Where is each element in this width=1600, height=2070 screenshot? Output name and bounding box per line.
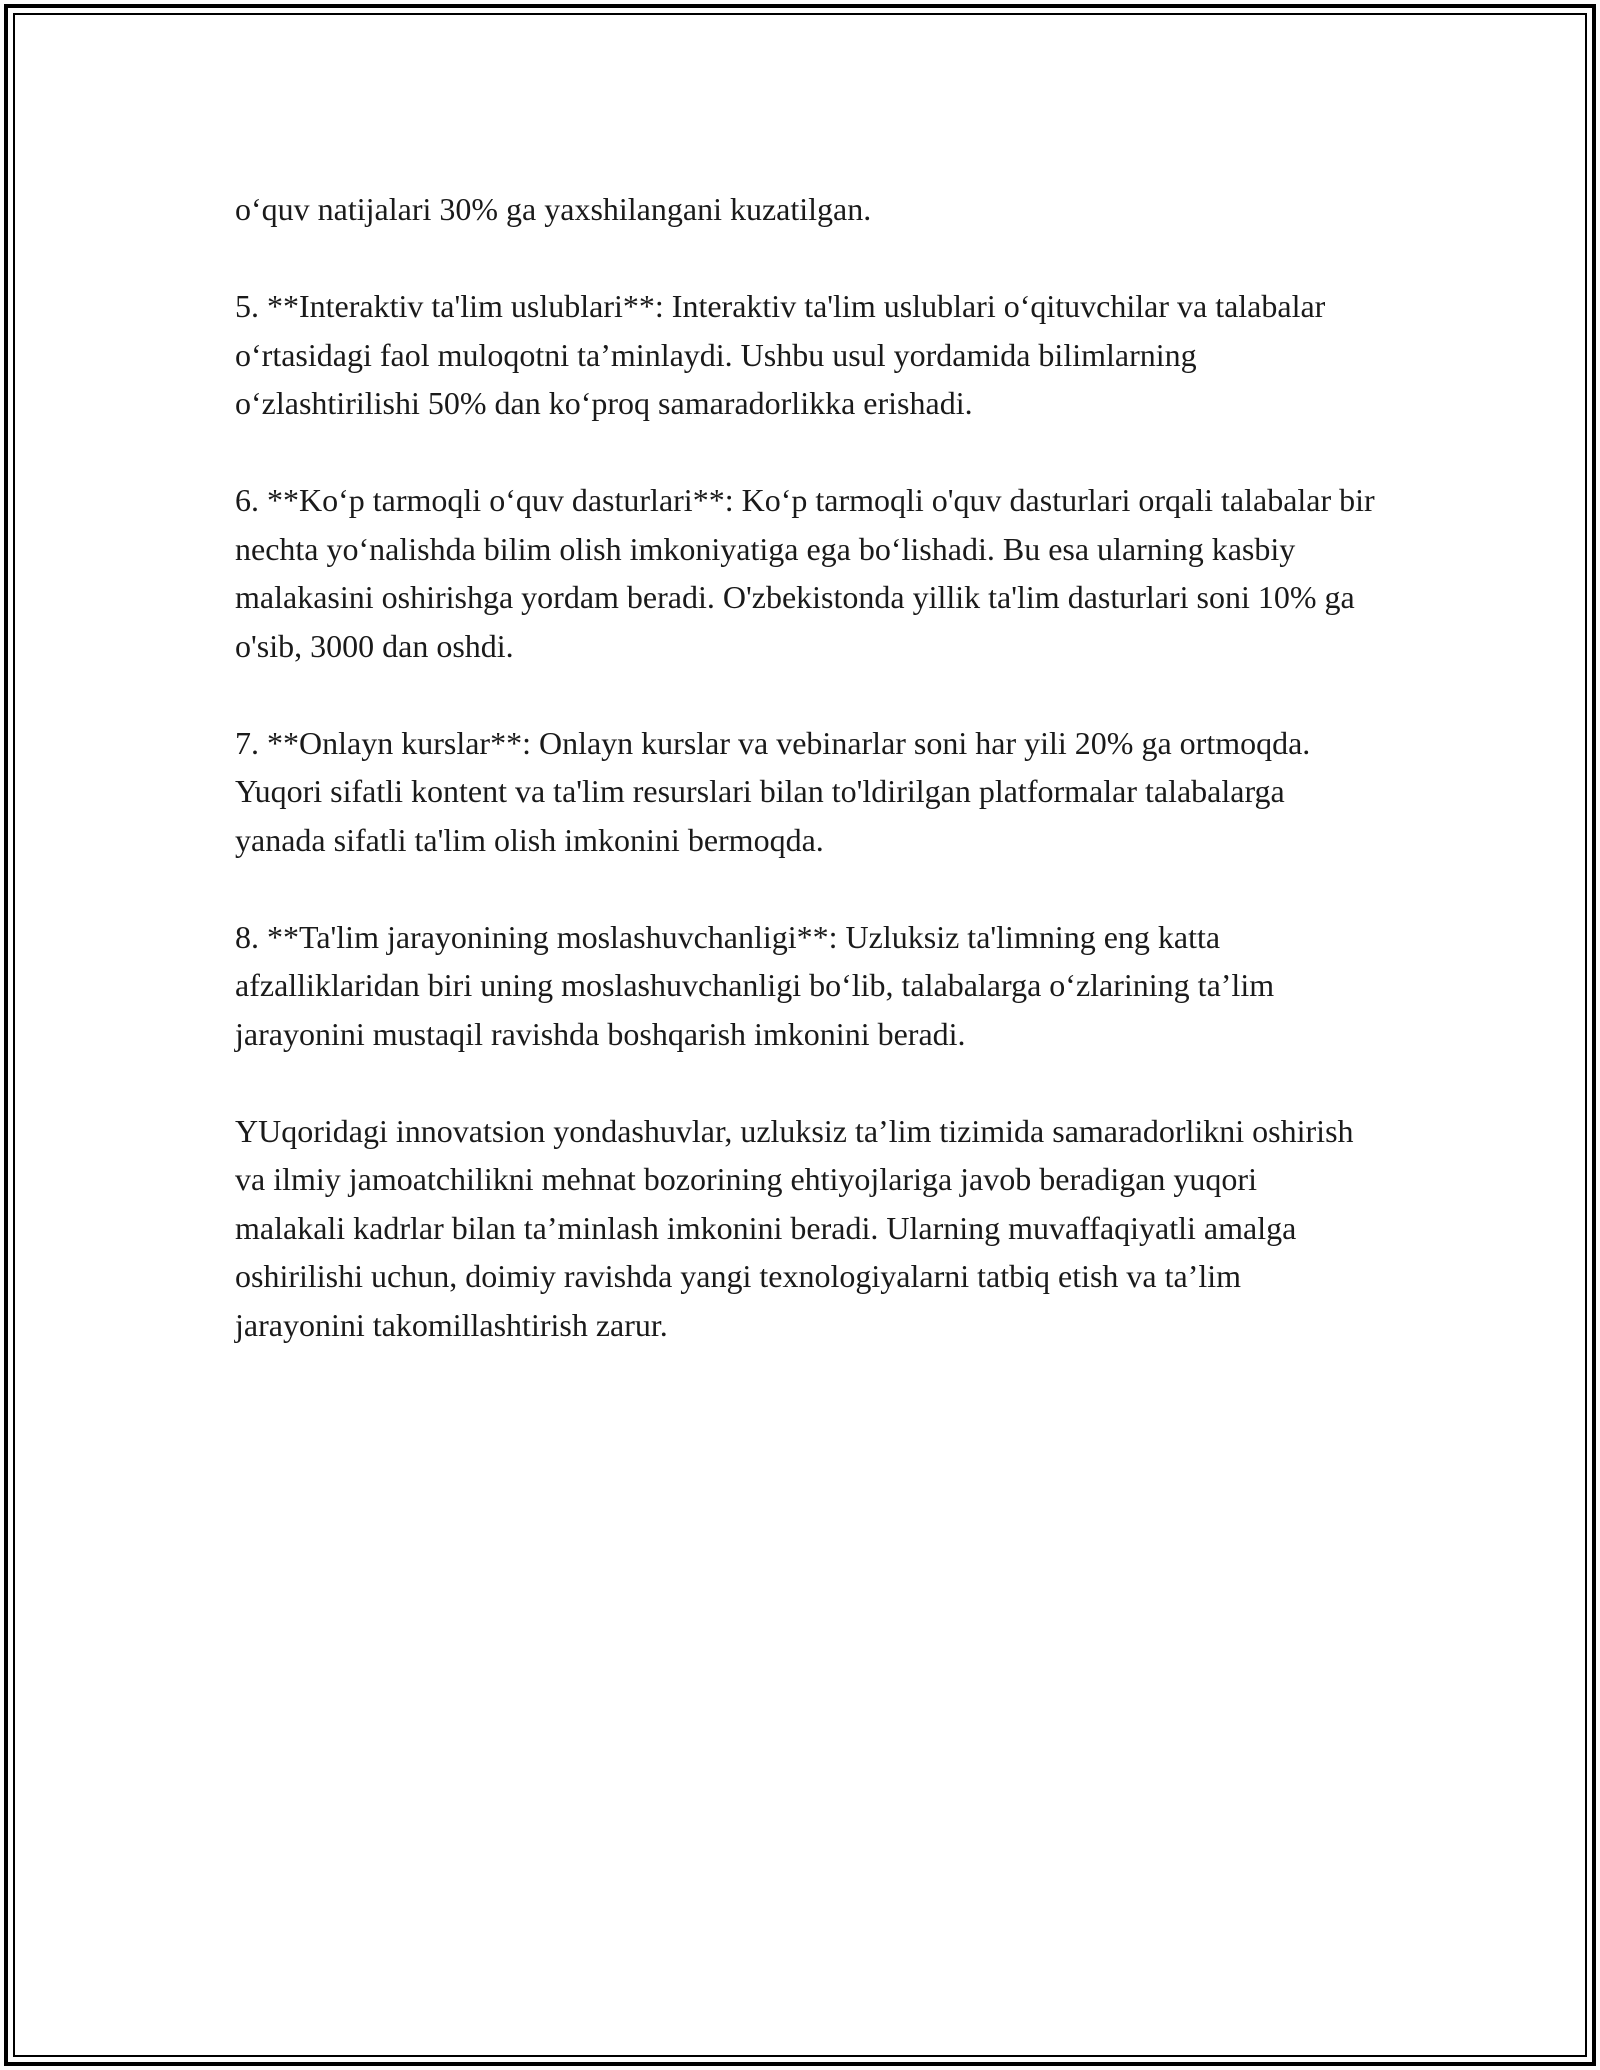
document-body — [235, 185, 1375, 1398]
paragraph-item-5-interactive-methods: 5. **Interaktiv ta'lim uslublari**: Interaktiv ta'lim uslublari o‘qituvchilar va talabalar o‘rtasidagi faol muloqotni ta’minlaydi. Ushbu usul yordamida bilimlarning o‘zlashtirilishi 50% dan ko‘proq samaradorlikka erishadi. — [235, 288, 1326, 421]
paragraph-conclusion: YUqoridagi innovatsion yondashuvlar, uzluksiz ta’lim tizimida samaradorlikni oshirish va ilmiy jamoatchilikni mehnat bozorining ehtiyojlariga javob beradigan yuqori malakali kadrlar bilan ta’minlash imkonini beradi. Ularning muvaffaqiyatli amalga oshirilishi uchun, doimiy ravishda yangi texnologiyalarni tatbiq etish va ta’lim jarayonini takomillashtirish zarur. — [235, 1112, 1354, 1343]
paragraph-item-6-multidisciplinary-programs: 6. **Ko‘p tarmoqli o‘quv dasturlari**: Ko‘p tarmoqli o'quv dasturlari orqali talabalar bir nechta yo‘nalishda bilim olish imkoniyatiga ega bo‘lishadi. Bu esa ularning kasbiy malakasini oshirishga yordam beradi. O'zbekistonda yillik ta'lim dasturlari soni 10% ga o'sib, 3000 dan oshdi. — [235, 482, 1375, 664]
paragraph-item-8-flexibility: 8. **Ta'lim jarayonining moslashuvchanligi**: Uzluksiz ta'limning eng katta afzalliklaridan biri uning moslashuvchanligi bo‘lib, talabalarga o‘zlarining ta’lim jarayonini mustaqil ravishda boshqarish imkonini beradi. — [235, 918, 1275, 1052]
paragraph-continuation: o‘quv natijalari 30% ga yaxshilangani kuzatilgan. — [235, 191, 872, 227]
paragraph-item-7-online-courses: 7. **Onlayn kurslar**: Onlayn kurslar va vebinarlar soni har yili 20% ga ortmoqda. Yuqori sifatli kontent va ta'lim resurslari bilan to'ldirilgan platformalar talabalarga yanada sifatli ta'lim olish imkonini bermoqda. — [235, 724, 1311, 858]
